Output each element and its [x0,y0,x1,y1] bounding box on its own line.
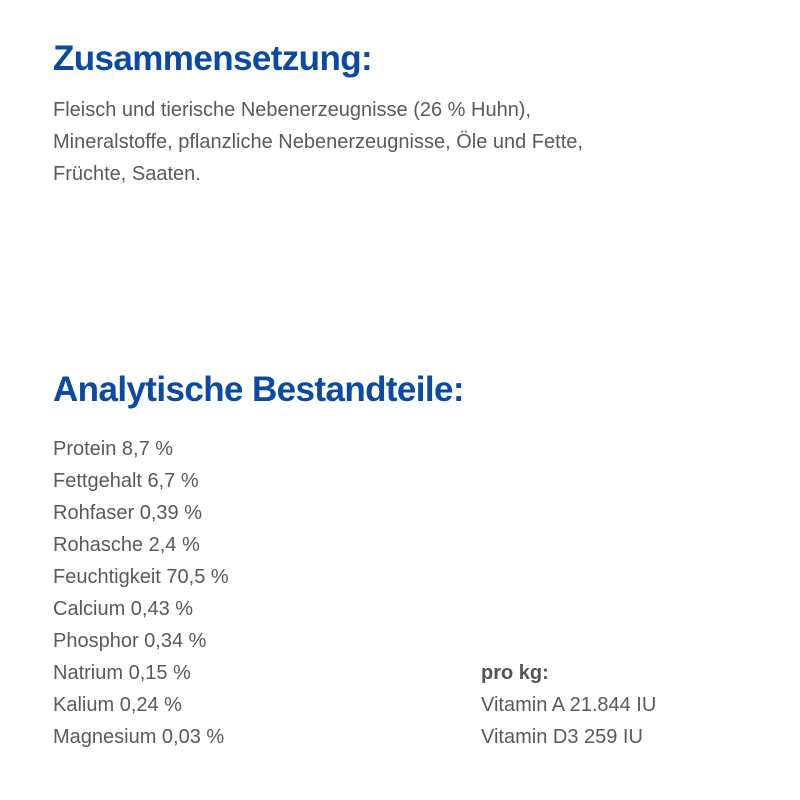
analytics-list [53,433,229,753]
analytics-item-magnesium: Magnesium 0,03 % [53,726,225,748]
per-kg-item-vitamin-a: Vitamin A 21.844 IU [481,694,657,716]
analytics-item-phosphorus: Phosphor 0,34 % [53,630,207,652]
analytics-item-ash: Rohasche 2,4 % [53,534,200,556]
analytics-item-potassium: Kalium 0,24 % [53,694,182,716]
composition-line: Mineralstoffe, pflanzliche Nebenerzeugnisse, Öle und Fette, [53,131,583,153]
composition-text [53,94,753,190]
analytics-item-fiber: Rohfaser 0,39 % [53,502,202,524]
analytics-item-sodium: Natrium 0,15 % [53,662,191,684]
per-kg-list [481,657,656,753]
per-kg-item-vitamin-d3: Vitamin D3 259 IU [481,726,643,748]
analytics-item-calcium: Calcium 0,43 % [53,598,194,620]
composition-heading: Zusammensetzung: [53,39,373,78]
analytics-item-moisture: Feuchtigkeit 70,5 % [53,566,229,588]
analytics-heading: Analytische Bestandteile: [53,370,464,409]
per-kg-label: pro kg: [481,662,549,684]
composition-line: Früchte, Saaten. [53,163,201,185]
composition-line: Fleisch und tierische Nebenerzeugnisse (26 % Huhn), [53,99,532,121]
analytics-item-fat: Fettgehalt 6,7 % [53,470,199,492]
analytics-item-protein: Protein 8,7 % [53,438,174,460]
